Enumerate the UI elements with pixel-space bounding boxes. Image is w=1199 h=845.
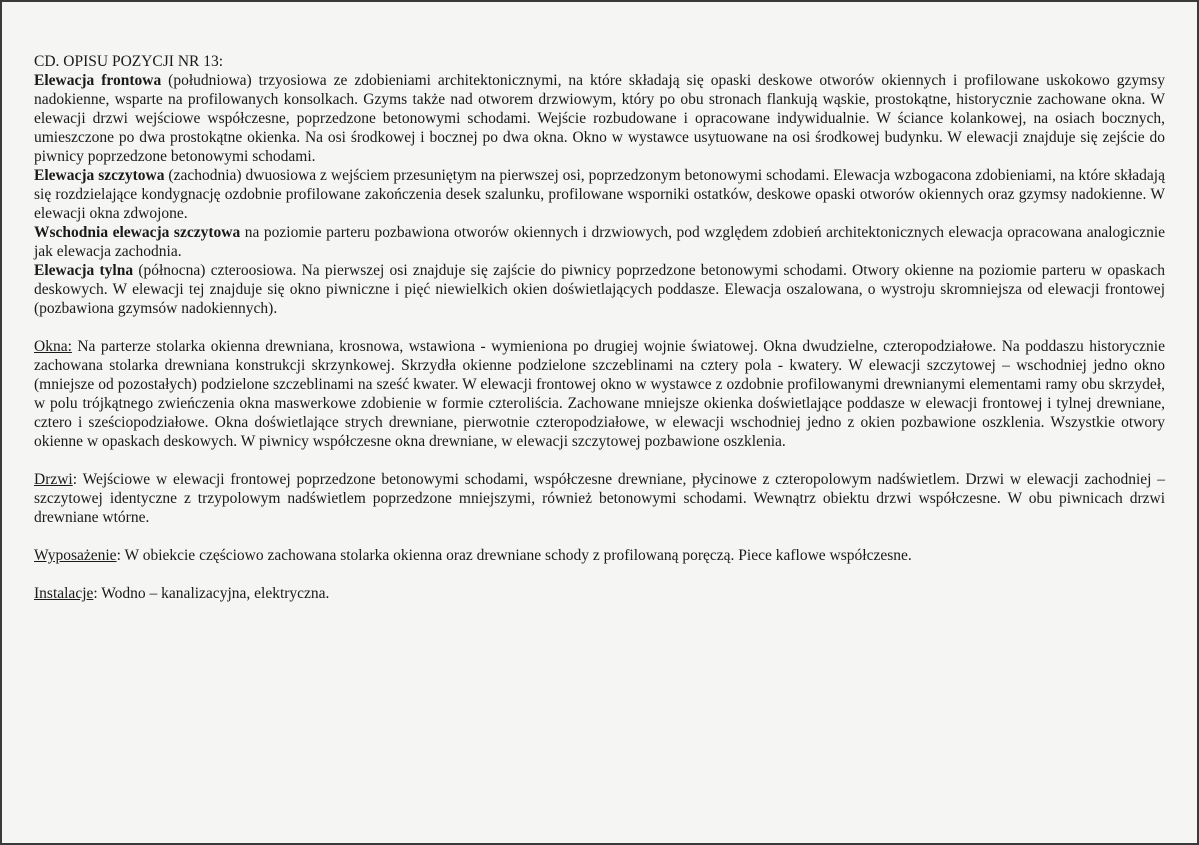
text-elevation-front: (południowa) trzyosiowa ze zdobieniami architektonicznymi, na które składają się opaski deskowe otworów okiennych i profilowane uskokowo gzymsy nadokienne, wsparte na profilowanych konsolkach. Gzyms także nad otworem drzwiowym, który po obu stronach flankują wąskie, prostokątne, historycznie zachowane okna. W elewacji drzwi wejściowe współczesne, poprzedzone betonowymi schodami. Wejście rozbudowane i opracowane indywidualnie. W ściance kolankowej, na osiach bocznych, umieszczone po dwa prostokątne okienka. Na osi środkowej i bocznej po dwa okna. Okno w wystawce usytuowane na osi środkowej budynku. W elewacji znajduje się zejście do piwnicy poprzedzone betonowymi schodami. — [34, 72, 1165, 165]
spacer — [34, 565, 1165, 584]
text-elevation-gable-west: (zachodnia) dwuosiowa z wejściem przesuniętym na pierwszej osi, poprzedzonym betonowymi schodami. Elewacja wzbogacona zdobieniami, na które składają się rozdzielające kondygnację ozdobnie profilowane zakończenia desek szalunku, profilowane wsporniki ostatków, deskowe opaski otworów okiennych oraz gzymsy nadokienne. W elewacji okna zdwojone. — [34, 167, 1165, 222]
paragraph-elevation-gable-west — [34, 166, 1165, 223]
paragraph-elevation-rear — [34, 261, 1165, 318]
spacer — [34, 451, 1165, 470]
text-elevation-rear: (północna) czteroosiowa. Na pierwszej osi znajduje się zajście do piwnicy poprzedzone betonowymi schodami. Otwory okienne na poziomie parteru w opaskach deskowych. W elewacji tej znajduje się okno piwniczne i pięć niewielkich okien doświetlających poddasze. Elewacja oszalowana, o wystroju skromniejsza od elewacji frontowej (pozbawiona gzymsów nadokiennych). — [34, 262, 1165, 317]
spacer — [34, 318, 1165, 337]
text-installations: : Wodno – kanalizacyjna, elektryczna. — [93, 585, 330, 602]
term-elevation-gable-east: Wschodnia elewacja szczytowa — [34, 224, 241, 241]
spacer — [34, 527, 1165, 546]
document-body — [34, 52, 1165, 603]
text-doors: : Wejściowe w elewacji frontowej poprzedzone betonowymi schodami, współczesne drewniane, płycinowe z czteropolowym nadświetlem. Drzwi w elewacji zachodniej – szczytowej identyczne z trzypolowym nadświetlem poprzedzone mniejszymi, również betonowymi schodami. Wewnątrz obiektu drzwi współczesne. W obu piwnicach drzwi drewniane wtórne. — [34, 471, 1165, 526]
paragraph-elevation-gable-east — [34, 223, 1165, 261]
label-equipment: Wyposażenie — [34, 547, 117, 564]
label-installations: Instalacje — [34, 585, 94, 602]
paragraph-windows — [34, 337, 1165, 451]
term-elevation-rear: Elewacja tylna — [34, 262, 134, 279]
page-border-left — [0, 0, 2, 845]
label-windows: Okna: — [34, 338, 72, 355]
text-equipment: : W obiekcie częściowo zachowana stolarka okienna oraz drewniane schody z profilowaną poręczą. Piece kaflowe współczesne. — [116, 547, 912, 564]
page-border-top — [0, 0, 1199, 2]
term-elevation-gable-west: Elewacja szczytowa — [34, 167, 165, 184]
paragraph-elevation-front — [34, 71, 1165, 166]
document-heading: CD. OPISU POZYCJI NR 13: — [34, 53, 224, 70]
paragraph-equipment — [34, 546, 1165, 565]
label-doors: Drzwi — [34, 471, 73, 488]
paragraph-installations — [34, 584, 1165, 603]
paragraph-doors — [34, 470, 1165, 527]
text-windows: Na parterze stolarka okienna drewniana, krosnowa, wstawiona - wymieniona po drugiej wojnie światowej. Okna dwudzielne, czteropodziałowe. Na poddaszu historycznie zachowana stolarka drewniana konstrukcji skrzynkowej. Skrzydła okienne podzielone szczeblinami na cztery pola - kwatery. W elewacji szczytowej – wschodniej jedno okno (mniejsze od pozostałych) podzielone szczeblinami na sześć kwater. W elewacji frontowej okno w wystawce z ozdobnie profilowanymi drewnianymi elementami ramy obu skrzydeł, w polu trójkątnego zwieńczenia okna maswerkowe zdobienie w formie czteroliścia. Zachowane mniejsze okienka doświetlające poddasze w elewacji frontowej i tylnej drewniane, cztero i sześciopodziałowe. Okna doświetlające strych drewniane, pierwotnie czteropodziałowe, w elewacji wschodniej jedno z okien pozbawione oszklenia. Wszystkie otwory okienne w opaskach deskowych. W piwnicy współczesne okna drewniane, w elewacji szczytowej pozbawione oszklenia. — [34, 338, 1165, 450]
text-elevation-gable-east: na poziomie parteru pozbawiona otworów okiennych i drzwiowych, pod względem zdobień architektonicznych elewacja opracowana analogicznie jak elewacja zachodnia. — [34, 224, 1166, 260]
term-elevation-front: Elewacja frontowa — [34, 72, 162, 89]
